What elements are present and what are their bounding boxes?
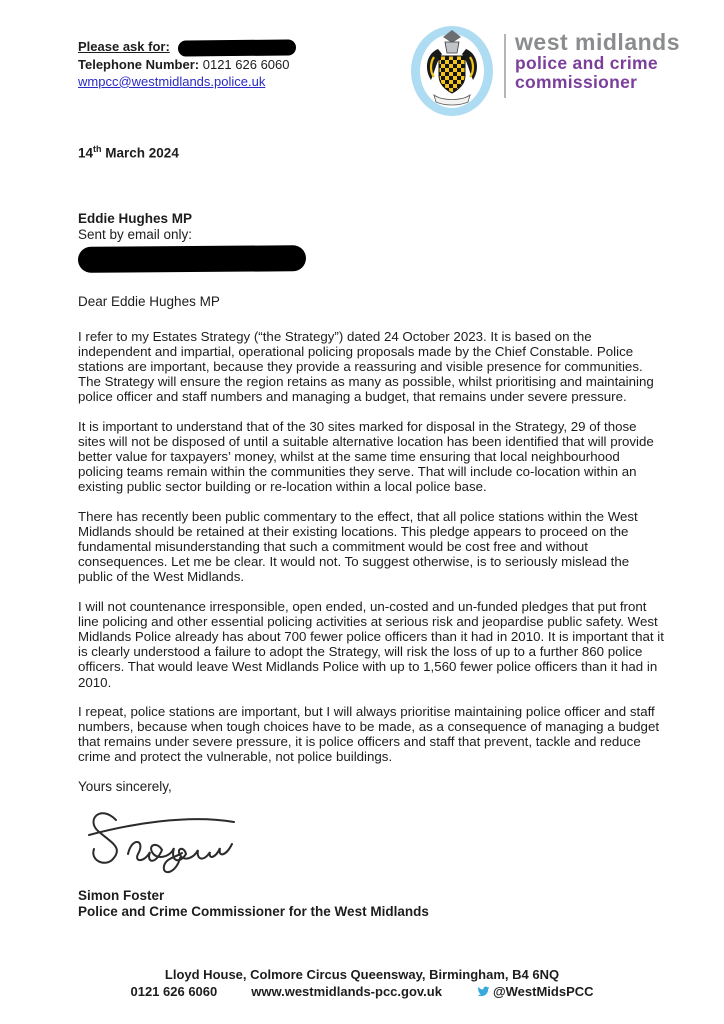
paragraph-3: There has recently been public commentary to the effect, that all police stations within the West Midlands should be retained at their existing locations. This pledge appears to proceed on the fundamental misunderstanding that such a commitment would be cost free and without consequences. Let me be clear. It would not. To suggest otherwise, is to seriously mislead the public of the West Midlands. [78, 508, 638, 585]
signature [84, 802, 664, 882]
wmpcc-logo [409, 24, 680, 118]
paragraph-1: I refer to my Estates Strategy (“the Strategy”) dated 24 October 2023. It is based on the independent and impartial, operational policing proposals made by the Chief Constable. Police stations are important, because they provide a reassuring and visible presence for communities. The Strategy will ensure the region retains as many as possible, whilst prioritising and maintaining police officer and staff numbers and managing a budget, that remains under severe pressure. [78, 328, 654, 405]
footer-address: Lloyd House, Colmore Circus Queensway, Birmingham, B4 6NQ [164, 967, 560, 982]
logo-westmidlands: west midlands [515, 29, 680, 55]
telephone-value: 0121 626 6060 [202, 56, 290, 72]
date-rest: March 2024 [101, 145, 179, 161]
redacted-name-bar [178, 39, 296, 56]
letter-date [78, 144, 664, 161]
letter-body [78, 329, 664, 765]
recipient-name: Eddie Hughes MP [78, 210, 193, 226]
sent-by-line: Sent by email only: [78, 226, 193, 242]
signer-block [78, 888, 664, 920]
logo-divider [504, 34, 506, 98]
paragraph-5: I repeat, police stations are important, but I will always prioritise maintaining police officer and staff numbers, because when tough choices have to be made, as a consequence of managing a budget that remains under severe pressure, it is police officers and staff that prevent, tackle and reduce crime and protect the vulnerable, not police buildings. [78, 703, 660, 765]
valediction: Yours sincerely, [78, 778, 172, 794]
logo-police-and-crime: police and crime [515, 53, 658, 73]
telephone-label: Telephone Number: [78, 56, 200, 72]
signer-title: Police and Crime Commissioner for the West Midlands [78, 903, 429, 919]
letter-footer [0, 966, 724, 1000]
footer-twitter-handle: @WestMidsPCC [492, 984, 594, 999]
footer-website: www.westmidlands-pcc.gov.uk [251, 984, 442, 999]
contact-block [78, 38, 296, 90]
date-day: 14 [78, 145, 94, 161]
twitter-icon [476, 985, 491, 998]
paragraph-2: It is important to understand that of the 30 sites marked for disposal in the Strategy, 29 of those sites will not be disposed of until a suitable alternative location has been identified that will provide better value for taxpayers’ money, whilst at the same time ensuring that local neighbourhood policing teams remain within the communities they serve. That will include co-location within an existing public sector building or re-location within a local police base. [78, 418, 654, 495]
logo-commissioner: commissioner [515, 72, 638, 92]
letter-header [78, 29, 680, 118]
signature-scribble-icon [84, 802, 244, 882]
date-suffix: th [93, 144, 102, 154]
please-ask-label: Please ask for: [78, 39, 170, 54]
recipient-block [78, 211, 664, 272]
footer-phone: 0121 626 6060 [130, 984, 218, 999]
paragraph-4: I will not countenance irresponsible, open ended, un-costed and un-funded pledges that put front line policing and other essential policing activities at serious risk and jeopardise public safety. West Midlands Police already has about 700 fewer police officers than it had in 2010. It is important that it is clearly understood a failure to adopt the Strategy, will risk the loss of up to a further 860 police officers. That would leave West Midlands Police with up to 1,560 fewer police officers than it had in 2010. [78, 598, 664, 690]
signer-name: Simon Foster [78, 887, 165, 903]
salutation: Dear Eddie Hughes MP [78, 293, 220, 309]
wmpcc-crest-icon [409, 24, 495, 118]
redacted-email-bar [78, 245, 306, 273]
email-link[interactable]: wmpcc@westmidlands.police.uk [78, 73, 266, 89]
